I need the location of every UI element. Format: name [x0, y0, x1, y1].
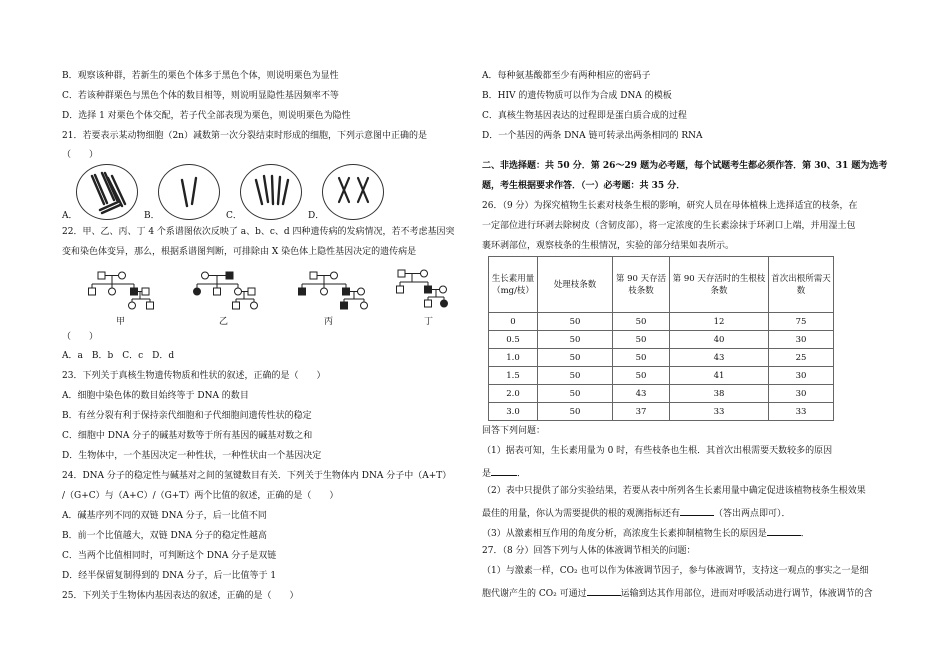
q23-option-c: C．细胞中 DNA 分子的碱基对数等于所有基因的碱基对数之和	[62, 431, 313, 441]
table-row: 0 50 50 12 75	[489, 313, 834, 331]
table-row: 0.5 50 50 40 30	[489, 331, 834, 349]
answer-blank[interactable]	[767, 526, 801, 536]
q26-stem-2: 一定部位进行环剥去除树皮（含韧皮部），将一定浓度的生长素涂抹于环剥口上端，并用湿土包	[482, 221, 856, 231]
q26-stem-3: 裹环剥部位，观察枝条的生根情况，实验的部分结果如表所示。	[482, 241, 735, 251]
q21-cell-figures: A． B． C． D．	[62, 164, 474, 222]
pedigree-label-jia: 甲	[116, 317, 126, 327]
q26-results-table	[488, 256, 834, 421]
pedigree-label-bing: 丙	[324, 317, 334, 327]
cell-d-chromosomes-icon	[308, 164, 398, 222]
right-column	[482, 66, 892, 601]
table-header: 处理枝条数	[538, 257, 613, 313]
table-row: 1.5 50 50 41 30	[489, 367, 834, 385]
table-row: 1.0 50 50 43 25	[489, 349, 834, 367]
left-column	[62, 66, 474, 606]
q25-option-d: D．一个基因的两条 DNA 链可转录出两条相同的 RNA	[482, 131, 703, 141]
q21-stem: 21．若要表示某动物细胞（2n）减数第一次分裂结束时形成的细胞，下列示意图中正确的是	[62, 131, 427, 141]
q25-option-b: B．HIV 的遗传物质可以作为合成 DNA 的模板	[482, 91, 672, 101]
pedigree-charts-icon	[62, 262, 474, 328]
q25-stem: 25．下列关于生物体内基因表达的叙述，正确的是（ ）	[62, 591, 299, 601]
table-header: 生长素用量（mg/枝）	[489, 257, 538, 313]
q26-answer-prompt: 回答下列问题：	[482, 426, 546, 436]
q20-option-c: C．若该种群栗色与黑色个体的数目相等，则说明显隐性基因频率不等	[62, 91, 339, 101]
q23-option-a: A．细胞中染色体的数目始终等于 DNA 的数目	[62, 391, 249, 401]
q27-part1-line2: 胞代谢产生的 CO₂ 可通过 运输到达其作用部位，进而对呼吸活动进行调节，体液调节的含	[482, 581, 892, 601]
q22-pedigrees	[62, 262, 474, 328]
q22-paren: （ ）	[62, 332, 99, 342]
q24-option-d: D．经半保留复制得到的 DNA 分子，后一比值等于 1	[62, 571, 277, 581]
q21-paren: （ ）	[62, 150, 99, 160]
q26-part1-line2: 是 ．	[482, 461, 892, 481]
table-header: 首次出根所需天数	[769, 257, 834, 313]
q22-options: A．a B．b C．c D．d	[62, 351, 175, 361]
section-heading-1: 二、非选择题：共 50 分．第 26～29 题为必考题，每个试题考生都必须作答．第 30、31 题为选考	[482, 161, 888, 171]
q26-part1-line1: （1）据表可知，生长素用量为 0 时，有些枝条也生根．其首次出根需要天数较多的原因	[482, 446, 833, 456]
q20-option-b: B．观察该种群，若新生的栗色个体多于黑色个体，则说明栗色为显性	[62, 71, 339, 81]
q24-option-c: C．当两个比值相同时，可判断这个 DNA 分子是双链	[62, 551, 277, 561]
q23-option-b: B．有丝分裂有利于保持亲代细胞和子代细胞间遗传性状的稳定	[62, 411, 312, 421]
table-row: 2.0 50 43 38 30	[489, 385, 834, 403]
table-row: 3.0 50 37 33 33	[489, 403, 834, 421]
q26-part3: （3）从激素相互作用的角度分析，高浓度生长素抑制植物生长的原因是 ．	[482, 521, 892, 541]
q23-option-d: D．生物体中，一个基因决定一种性状，一种性状由一个基因决定	[62, 451, 322, 461]
section-heading-2: 题，考生根据要求作答．（一）必考题：共 35 分．	[482, 181, 686, 191]
answer-blank[interactable]	[491, 466, 517, 476]
q24-stem-1: 24．DNA 分子的稳定性与碱基对之间的氢键数目有关．下列关于生物体内 DNA 分子中（A+T）	[62, 471, 452, 481]
q20-option-d: D．选择 1 对栗色个体交配，若子代全部表现为栗色，则说明栗色为隐性	[62, 111, 351, 121]
q27-stem: 27．（8 分）回答下列与人体的体液调节相关的问题：	[482, 546, 696, 556]
q25-option-c: C．真核生物基因表达的过程即是蛋白质合成的过程	[482, 111, 687, 121]
q26-stem-1: 26．（9 分）为探究植物生长素对枝条生根的影响，研究人员在母体植株上选择适宜的枝条，在	[482, 201, 858, 211]
table-header: 第 90 天存活时的生根枝条数	[670, 257, 769, 313]
cell-b-chromosomes-icon	[144, 164, 234, 222]
cell-c-chromosomes-icon	[226, 164, 316, 222]
q22-stem-2: 变和染色体变异，那么，根据系谱图判断，可排除由 X 染色体上隐性基因决定的遗传病是	[62, 247, 417, 257]
answer-blank[interactable]	[587, 586, 621, 596]
q23-stem: 23．下列关于真核生物遗传物质和性状的叙述，正确的是（ ）	[62, 371, 326, 381]
q26-part2-line2: 最佳的用量，你认为需要提供的根的观测指标还有 （答出两点即可）．	[482, 501, 892, 521]
q27-part1-line1: （1）与激素一样，CO₂ 也可以作为体液调节因子，参与体液调节，支持这一观点的事实之一是细	[482, 566, 869, 576]
q22-stem-1: 22．甲、乙、丙、丁 4 个系谱图依次反映了 a、b、c、d 四种遗传病的发病情况，若不考虑基因突	[62, 227, 455, 237]
pedigree-label-ding: 丁	[424, 317, 434, 327]
q26-part2-line1: （2）表中只提供了部分实验结果，若要从表中所列各生长素用量中确定促进该植物枝条生根效果	[482, 486, 866, 496]
pedigree-label-yi: 乙	[219, 317, 229, 327]
q24-stem-2: /（G+C）与（A+C）/（G+T）两个比值的叙述，正确的是（ ）	[62, 491, 339, 501]
q25-option-a: A．每种氨基酸都至少有两种相应的密码子	[482, 71, 651, 81]
table-header: 第 90 天存活枝条数	[613, 257, 670, 313]
q24-option-b: B．前一个比值越大，双链 DNA 分子的稳定性越高	[62, 531, 267, 541]
q24-option-a: A．碱基序列不同的双链 DNA 分子，后一比值不同	[62, 511, 267, 521]
answer-blank[interactable]	[680, 506, 714, 516]
cell-a-chromosomes-icon	[62, 164, 152, 222]
